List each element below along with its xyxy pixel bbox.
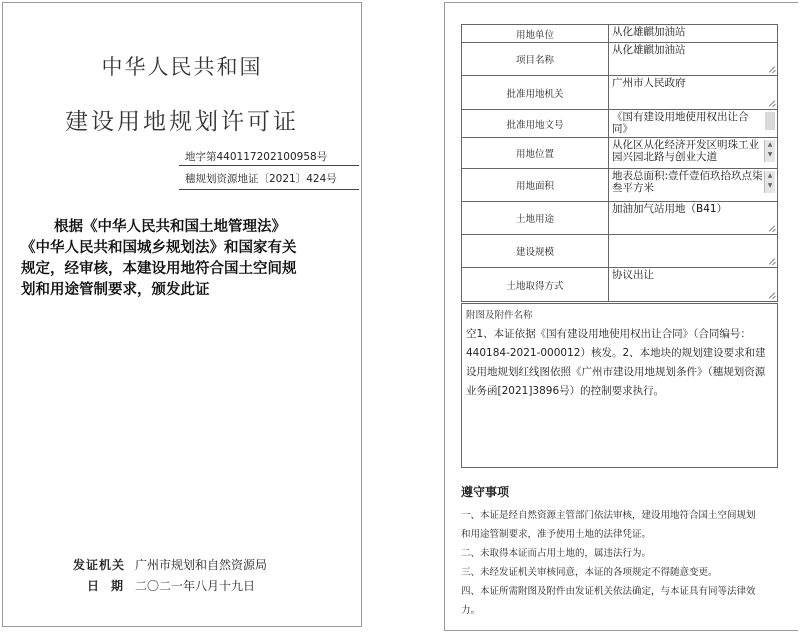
table-row — [462, 110, 778, 138]
land-use-field[interactable]: 加油加气站用地（B41） — [609, 202, 778, 235]
notes-line: 三、未经发证机关审核同意，本证的各项规定不得随意变更。 — [461, 567, 718, 578]
field-label: 建设规模 — [462, 235, 609, 268]
field-label: 批准用地机关 — [462, 76, 609, 110]
approval-authority-field[interactable]: 广州市人民政府 — [609, 76, 778, 110]
notes-list — [461, 506, 791, 620]
table-row — [462, 268, 778, 302]
table-row — [462, 235, 778, 268]
land-location-field[interactable]: 从化区从化经济开发区明珠工业园兴园北路与创业大道 ▲ ▼ — [609, 138, 778, 169]
land-info-table — [461, 24, 778, 302]
certificate-detail-page — [444, 2, 798, 631]
scroll-arrows-icon[interactable]: ▲ ▼ — [764, 171, 775, 193]
approval-document-field[interactable]: 《国有建设用地使用权出让合同》 — [609, 110, 778, 138]
date-line — [73, 577, 255, 594]
land-unit-field[interactable]: 从化雄麒加油站 — [609, 25, 778, 43]
field-label: 项目名称 — [462, 43, 609, 76]
notes-line: 一、本证是经自然资源主管部门依法审核，建设用地符合国土空间规划 — [461, 510, 756, 521]
field-label: 用地位置 — [462, 138, 609, 169]
construction-scale-field[interactable] — [609, 235, 778, 268]
issuer-value: 广州市规划和自然资源局 — [135, 558, 268, 572]
land-area-field[interactable]: 地表总面积:壹仟壹佰玖拾玖点柒叁平方米 ▲ ▼ — [609, 169, 778, 202]
notes-line: 四、本证所需附图及附件由发证机关依法确定，与本证具有同等法律效 — [461, 586, 756, 597]
resize-grip-icon[interactable] — [768, 258, 775, 265]
issuer-label: 发证机关 — [73, 558, 126, 572]
divider — [179, 165, 359, 166]
field-label: 批准用地文号 — [462, 110, 609, 138]
attachments-textarea[interactable]: 空1、本证依据《国有建设用地使用权出让合同》（合同编号：440184-2021-000012）核发。2、本地块的规划建设要求和建设用地规划红线图依照《广州市建设用地规划条件》（穗规划资源业务函[2021]3896号）的控制要求执行。 — [466, 328, 766, 397]
certificate-statement — [21, 216, 351, 300]
table-row — [462, 202, 778, 235]
certificate-cover-page — [2, 2, 362, 627]
statement-line: 规定，经审核，本建设用地符合国土空间规 — [21, 260, 297, 277]
country-title: 中华人民共和国 — [101, 55, 263, 79]
certificate-number: 地字第440117202100958号 — [185, 151, 328, 163]
statement-line: 《中华人民共和国城乡规划法》和国家有关 — [21, 239, 297, 256]
resize-grip-icon[interactable] — [768, 66, 775, 73]
field-label: 土地取得方式 — [462, 268, 609, 302]
issuer-line — [73, 556, 267, 573]
field-label: 用地面积 — [462, 169, 609, 202]
statement-line: 根据《中华人民共和国土地管理法》 — [54, 218, 286, 235]
table-row — [462, 76, 778, 110]
field-label: 用地单位 — [462, 25, 609, 43]
date-label: 日期 — [87, 579, 136, 593]
notes-line: 二、未取得本证而占用土地的，属违法行为。 — [461, 548, 652, 559]
resize-grip-icon[interactable] — [768, 225, 775, 232]
date-value: 二〇二一年八月十九日 — [135, 579, 256, 593]
notes-title: 遵守事项 — [461, 485, 510, 499]
statement-line: 划和用途管制要求，颁发此证 — [21, 281, 210, 298]
certificate-title: 建设用地规划许可证 — [65, 109, 299, 135]
divider — [179, 189, 359, 190]
certificate-reference: 穗规划资源地证〔2021〕424号 — [185, 173, 337, 185]
attachments-box — [461, 303, 778, 468]
table-row — [462, 138, 778, 169]
resize-grip-icon[interactable] — [768, 100, 775, 107]
field-label: 土地用途 — [462, 202, 609, 235]
resize-grip-icon[interactable] — [768, 292, 775, 299]
notes-line: 力。 — [461, 605, 481, 616]
scrollbar[interactable] — [765, 112, 775, 130]
notes-line: 和用途管制要求，准予使用土地的法律凭证。 — [461, 529, 652, 540]
table-row — [462, 43, 778, 76]
attachments-label: 附图及附件名称 — [466, 310, 533, 321]
project-name-field[interactable]: 从化雄麒加油站 — [609, 43, 778, 76]
scroll-arrows-icon[interactable]: ▲ ▼ — [764, 140, 775, 162]
acquisition-method-field[interactable]: 协议出让 — [609, 268, 778, 302]
table-row — [462, 169, 778, 202]
table-row — [462, 25, 778, 43]
